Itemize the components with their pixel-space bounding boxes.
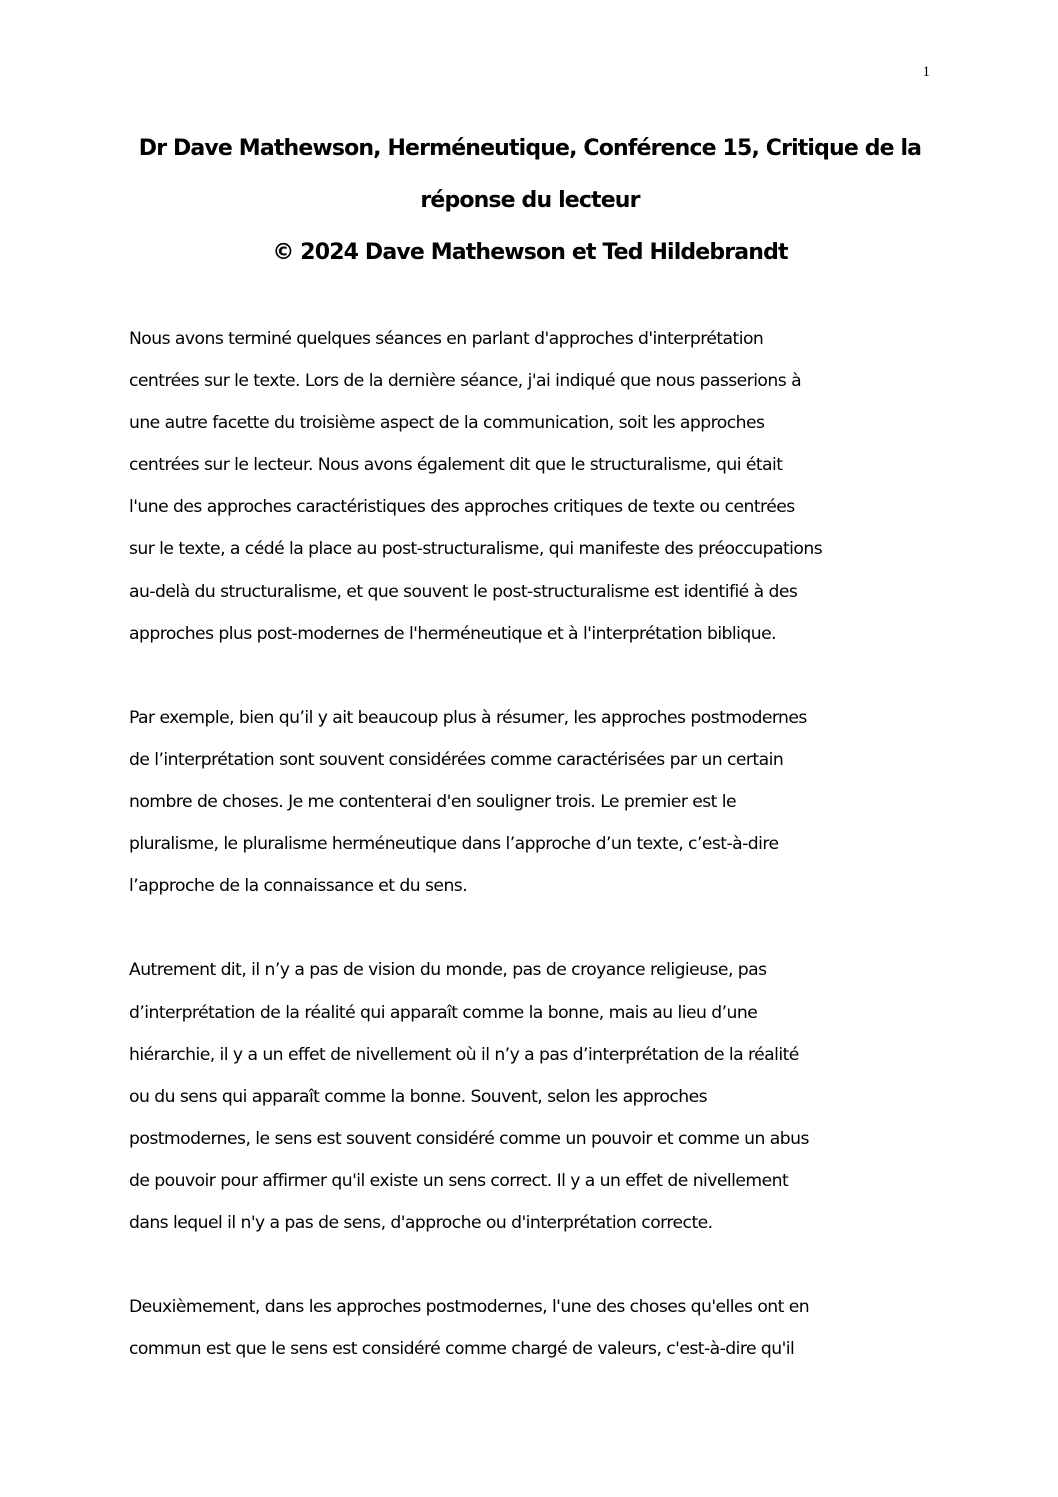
paragraph xyxy=(129,318,949,655)
paragraph-line: d’interprétation de la réalité qui apparaît comme la bonne, mais au lieu d’une xyxy=(129,1002,758,1023)
paragraph-line: une autre facette du troisième aspect de la communication, soit les approches xyxy=(129,413,765,434)
paragraph-line: pluralisme, le pluralisme herméneutique dans l’approche d’un texte, c’est-à-dire xyxy=(129,834,779,855)
paragraph-line: sur le texte, a cédé la place au post-structuralisme, qui manifeste des préoccupations xyxy=(129,539,823,560)
paragraph-line: postmodernes, le sens est souvent considéré comme un pouvoir et comme un abus xyxy=(129,1128,809,1149)
paragraph xyxy=(129,949,949,1244)
paragraph-line: ou du sens qui apparaît comme la bonne. Souvent, selon les approches xyxy=(129,1086,708,1107)
paragraph-line: Par exemple, bien qu’il y ait beaucoup plus à résumer, les approches postmodernes xyxy=(129,707,807,728)
paragraph-line: centrées sur le texte. Lors de la dernière séance, j'ai indiqué que nous passerions à xyxy=(129,371,802,392)
paragraph-line: l’approche de la connaissance et du sens. xyxy=(129,876,468,897)
title-line-1: Dr Dave Mathewson, Herméneutique, Conférence 15, Critique de la xyxy=(138,136,922,161)
paragraph xyxy=(129,1286,949,1370)
paragraph-line: de l’interprétation sont souvent considérées comme caractérisées par un certain xyxy=(129,749,784,770)
paragraph-line: au-delà du structuralisme, et que souvent le post-structuralisme est identifié à des xyxy=(129,581,798,602)
paragraph-line: nombre de choses. Je me contenterai d'en souligner trois. Le premier est le xyxy=(129,792,737,813)
paragraph-line: centrées sur le lecteur. Nous avons également dit que le structuralisme, qui était xyxy=(129,455,783,476)
title-line-2: réponse du lecteur xyxy=(420,188,640,213)
document-body xyxy=(129,318,949,1412)
page-number: 1 xyxy=(922,64,930,80)
paragraph-line: l'une des approches caractéristiques des approches critiques de texte ou centrées xyxy=(129,497,795,518)
paragraph-line: de pouvoir pour affirmer qu'il existe un sens correct. Il y a un effet de nivellement xyxy=(129,1170,789,1191)
paragraph xyxy=(129,697,949,907)
paragraph-line: Deuxièmement, dans les approches postmodernes, l'une des choses qu'elles ont en xyxy=(129,1297,810,1318)
paragraph-line: approches plus post-modernes de l'herméneutique et à l'interprétation biblique. xyxy=(129,623,777,644)
document-title xyxy=(110,123,950,279)
paragraph-line: Nous avons terminé quelques séances en parlant d'approches d'interprétation xyxy=(129,329,764,349)
paragraph-line: dans lequel il n'y a pas de sens, d'approche ou d'interprétation correcte. xyxy=(129,1212,713,1233)
title-line-3: © 2024 Dave Mathewson et Ted Hildebrandt xyxy=(272,240,788,265)
paragraph-line: commun est que le sens est considéré comme chargé de valeurs, c'est-à-dire qu'il xyxy=(129,1339,795,1360)
paragraph-line: Autrement dit, il n’y a pas de vision du monde, pas de croyance religieuse, pas xyxy=(129,960,767,981)
paragraph-line: hiérarchie, il y a un effet de nivellement où il n’y a pas d’interprétation de la réalité xyxy=(129,1044,799,1065)
